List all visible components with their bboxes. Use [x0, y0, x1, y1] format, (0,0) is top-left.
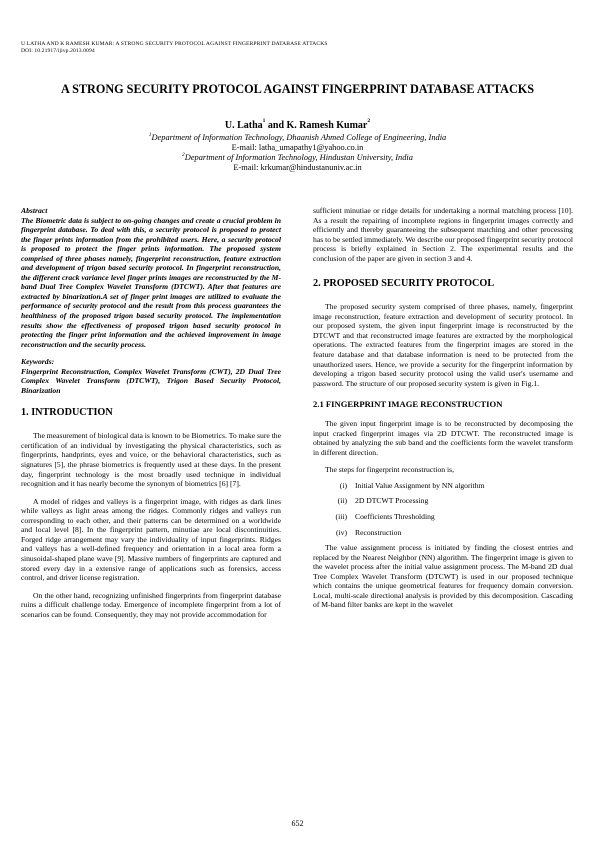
running-head-title: U LATHA AND K RAMESH KUMAR: A STRONG SECURITY PROTOCOL AGAINST FINGERPRINT DATABASE ATTACKS — [21, 41, 328, 47]
steps-list — [313, 481, 573, 537]
steps-intro: The steps for fingerprint reconstruction is, — [325, 465, 455, 475]
section-1-paragraph-1: The measurement of biological data is known to be Biometrics. To make sure the certification of an individual by investigating the physical characteristics, such as fingerprints, handprints, eyes and voice, or the behavioral characteristics, such as signatures [5], the phrase biometrics is frequently used at these days. In the present day, fingerprint technology is the most broadly used technique in individual recognition and it has nearly become the synonym of biometrics [6] [7]. — [21, 431, 282, 489]
step-text: 2D DTCWT Processing — [355, 496, 429, 506]
affiliation-1-text: Department of Information Technology, Dhaanish Ahmed College of Engineering, India — [151, 133, 447, 142]
keywords-text: Fingerprint Reconstruction, Complex Wavelet Transform (CWT), 2D Dual Tree Complex Wavelet Transform (DTCWT), Trigon Based Security Protocol, Binarization — [21, 366, 281, 395]
author-2-sup: 2 — [367, 118, 371, 124]
running-head — [21, 41, 581, 56]
author-1-sup: 1 — [262, 118, 266, 124]
affiliation-1-sup: 1 — [148, 132, 152, 138]
left-column — [21, 206, 281, 619]
section-2-1-paragraph-2: The value assignment process is initiated by finding the closest entries and replaced by the Nearest Neighbor (NN) algorithm. The fingerprint image is given to the wavelet process after the initial value assignment process. The M-band 2D dual Tree Complex Wavelet Transform (DTCWT) is used in our proposed technique which contains the unique geometrical features for frequency domain conversion. Local, multi-scale directional analysis is provided by this decomposition. Cascading of M-band filter banks are kept in the wavelet — [313, 543, 573, 610]
section-2-1-paragraph-1: The given input fingerprint image is to be reconstructed by decomposing the input cracked fingerprint images via 2D DTCWT. The reconstructed image is obtained by analyzing the sub band and the coefficients form the wavelet transform in different direction. — [313, 419, 573, 457]
section-1-heading: 1. INTRODUCTION — [21, 407, 113, 419]
step-number: (ii) — [337, 496, 347, 506]
email-1: E-mail: latha_umapathy1@yahoo.co.in — [231, 143, 364, 152]
step-number: (i) — [339, 480, 347, 490]
affiliation-2 — [40, 153, 555, 163]
keywords-heading: Keywords: — [21, 357, 55, 367]
author-block — [40, 119, 555, 173]
intro-continued-paragraph: sufficient minutiae or ridge details for undertaking a normal matching process [10]. As a result the repairing of incomplete regions in fingerprint images correctly and efficiently and thereby guaranteeing the subsequent matching and other processing has to be settled immediately. We describe our proposed fingerprint security protocol process is briefly explained in Section 2. The experimental results and the conclusion of the paper are given in section 3 and 4. — [313, 206, 573, 263]
author-and: and — [265, 120, 287, 131]
step-text: Reconstruction — [355, 527, 402, 537]
step-text: Initial Value Assignment by NN algorithm — [355, 480, 485, 490]
section-2-1-heading: 2.1 FINGERPRINT IMAGE RECONSTRUCTION — [313, 399, 503, 410]
step-number: (iv) — [335, 527, 347, 537]
section-1-paragraph-3: On the other hand, recognizing unfinished fingerprints from fingerprint database ruins a difficult challenge today. Emergence of incomplete fingerprint from a lot of scenarios can be found. Consequently, they may not provide accommodation for — [21, 590, 281, 619]
paper-title: A STRONG SECURITY PROTOCOL AGAINST FINGERPRINT DATABASE ATTACKS — [60, 82, 535, 96]
list-item — [313, 528, 573, 538]
list-item — [313, 481, 573, 491]
section-2-heading: 2. PROPOSED SECURITY PROTOCOL — [313, 278, 495, 290]
step-number: (iii) — [335, 512, 347, 522]
author-2: K. Ramesh Kumar — [286, 120, 368, 131]
affiliation-1 — [40, 133, 555, 143]
abstract-text: The Biometric data is subject to on-going changes and create a crucial problem in fingerprint database. To deal with this, a security protocol is proposed to protect the finger prints information from the prohibited users. Here, a security protocol is proposed to protect the finger prints information. The proposed system comprised of three phases namely, fingerprint reconstruction, feature extraction and development of trigon based security protocol. In fingerprint reconstruction, the different crack variance level finger prints images are reconstructed by the M-band Dual Tree Complex Wavelet Transform (DTCWT). After that features are extracted by binarization.A set of finger print images are utilized to evaluate the performance of security protocol and the result from this process guarantees the healthiness of the proposed trigon based security protocol. The implementation results show the effectiveness of proposed trigon based security protocol in protecting the finger print information and the achieved improvement in image reconstruction and the security process. — [21, 215, 281, 349]
section-2-paragraph-1: The proposed security system comprised of three phases, namely, fingerprint image reconstruction, feature extraction and development of security protocol. In our proposed system, the given input fingerprint image is reconstructed by the DTCWT and that reconstructed image features are extracted by the morphological operations. The extracted features from the fingerprint images are stored in the feature database and that database information is need to be protected from the unauthorized users. Hence, we provide a security for the fingerprint information by developing a trigon based security protocol using the valid user's username and password. The structure of our proposed security system is given in Fig.1. — [313, 302, 573, 388]
affiliation-2-sup: 2 — [182, 152, 185, 158]
affiliation-2-text: Department of Information Technology, Hindustan University, India — [184, 153, 413, 162]
email-2: E-mail: krkumar@hindustanuniv.ac.in — [233, 163, 362, 172]
right-column — [313, 206, 573, 610]
section-1-paragraph-2: A model of ridges and valleys is a fingerprint image, with ridges as dark lines while valleys as light areas among the ridges. Commonly ridges and valleys run corresponding to each other, and their patterns can be determined on a worldwide and local level [8]. In the fingerprint pattern, minutiae are local discontinuities. Forged ridge arrangement may vary the individuality of input fingerprints. Ridges and valleys has a well-defined frequency and orientation in a local area form a sinusoidal-shaped plane wave [9]. Massive numbers of fingerprints are captured and stored every day in a extensive range of applications such as forensics, access control, and driver license registration. — [21, 496, 281, 583]
step-text: Coefficients Thresholding — [355, 512, 435, 522]
author-1: U. Latha — [224, 120, 263, 131]
running-head-doi: DOI: 10.21917/ijivp.2013.0094 — [21, 48, 95, 55]
abstract-heading: Abstract — [21, 206, 48, 215]
list-item — [313, 512, 573, 522]
list-item — [313, 496, 573, 506]
author-names — [40, 119, 555, 132]
page-number: 652 — [291, 819, 304, 828]
